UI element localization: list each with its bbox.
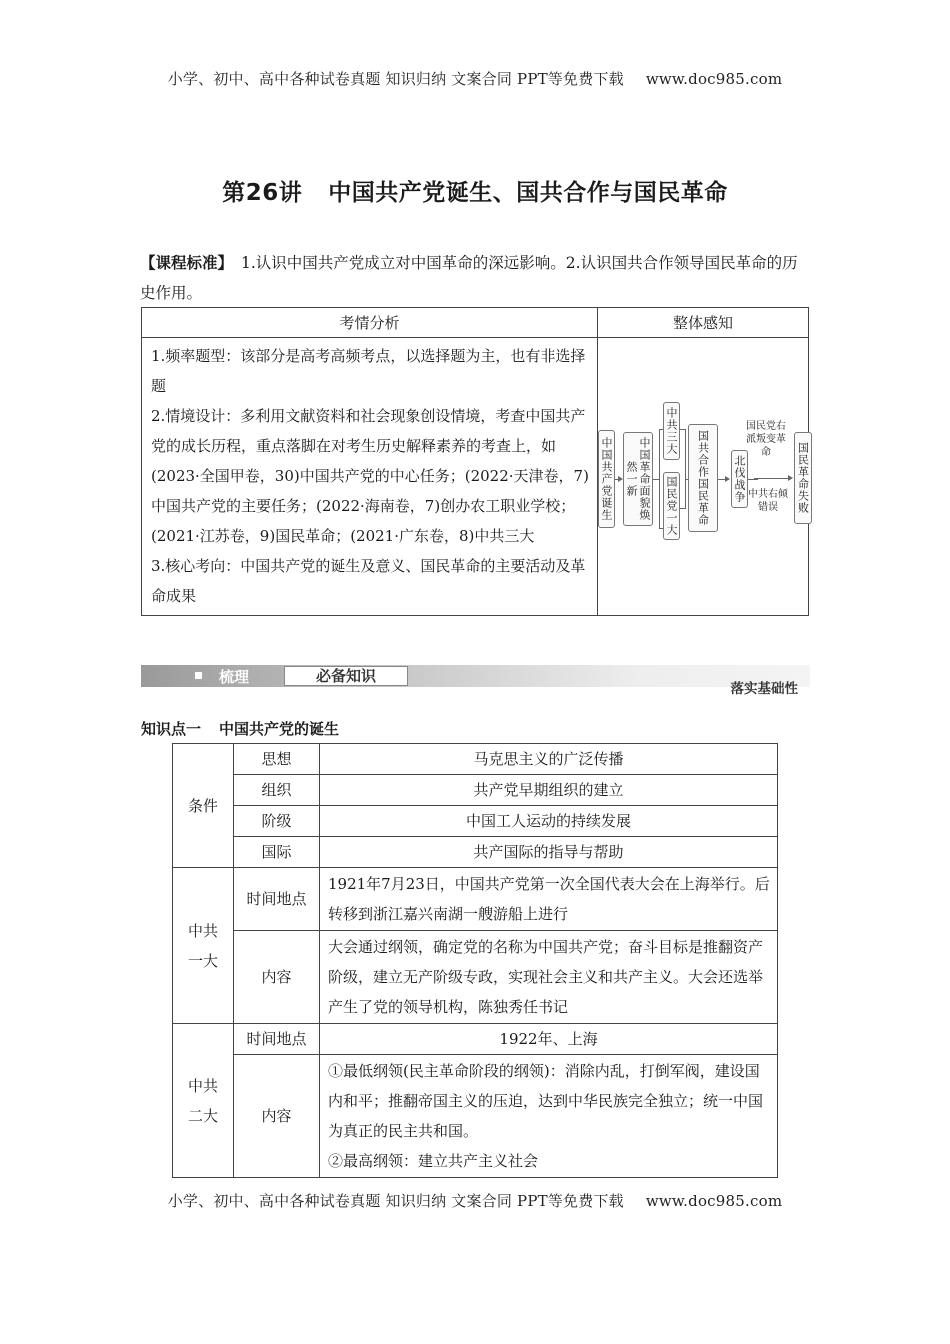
- table-row: [173, 931, 778, 1024]
- first-content-label: 内容: [234, 931, 320, 1024]
- page-footer: [0, 1190, 950, 1211]
- knowledge-table: [172, 743, 778, 1178]
- table-row: [173, 837, 778, 868]
- lecture-title: 中国共产党诞生、国共合作与国民革命: [328, 180, 728, 206]
- second-time-label: 时间地点: [234, 1024, 320, 1055]
- condition-value: 共产国际的指导与帮助: [320, 837, 778, 868]
- table-row: [173, 744, 778, 775]
- knowledge-point-label: 知识点一: [141, 720, 202, 738]
- table-row: [173, 775, 778, 806]
- overview-diagram: [598, 402, 808, 552]
- condition-key: 阶级: [234, 806, 320, 837]
- first-congress-label: 中共一大: [173, 868, 234, 1024]
- condition-value: 共产党早期组织的建立: [320, 775, 778, 806]
- bullet-square: [195, 672, 202, 679]
- perception-cell: [598, 338, 809, 616]
- table-row: [173, 806, 778, 837]
- second-content-line: ②最高纲领：建立共产主义社会: [328, 1152, 539, 1170]
- diagram-kmt1: 国民党一大: [663, 472, 680, 540]
- course-standard: [140, 248, 812, 308]
- course-standard-label: 【课程标准】: [140, 254, 234, 272]
- banner-left: 梳理: [219, 668, 250, 686]
- diagram-northern: 北伐战争: [731, 450, 748, 508]
- table-row: [173, 1055, 778, 1178]
- course-standard-text: 1.认识中国共产党成立对中国革命的深远影响。2.认识国共合作领导国民革命的历史作用。: [140, 254, 798, 302]
- diagram-ccp3: 中共三大: [663, 402, 680, 460]
- conditions-label: 条件: [173, 744, 234, 868]
- analysis-line: 1.频率题型：该部分是高考高频考点，以选择题为主，也有非选择题: [151, 347, 586, 395]
- diagram-kmt-right: 国民党右派叛变革命: [746, 420, 786, 458]
- diagram-newlook: 中国革命面貌焕然一新: [623, 432, 653, 526]
- table-row: [173, 1024, 778, 1055]
- first-time-value: 1921年7月23日，中国共产党第一次全国代表大会在上海举行。后转移到浙江嘉兴南湖一艘游船上进行: [320, 868, 778, 931]
- first-time-label: 时间地点: [234, 868, 320, 931]
- condition-key: 国际: [234, 837, 320, 868]
- page-header: [0, 68, 950, 89]
- footer-url[interactable]: www.doc985.com: [645, 1192, 783, 1210]
- banner-right: 落实基础性: [730, 681, 798, 697]
- banner-tab: 必备知识: [284, 666, 408, 686]
- analysis-line: 2.情境设计：多利用文献资料和社会现象创设情境，考查中国共产党的成长历程，重点落脚在对考生历史解释素养的考查上，如(2023·全国甲卷，30)中国共产党的中心任务；(2022·天津卷，7)中国共产党的主要任务；(2022·海南卷，7)创办农工职业学校；(2021·江苏卷，9)国民革命；(2021·广东卷，8)中共三大: [151, 407, 589, 545]
- diagram-cooperation: 国共合作国民革命: [688, 424, 718, 532]
- analysis-cell: [142, 338, 598, 616]
- diagram-failure: 国民革命失败: [794, 432, 812, 524]
- page-title: [0, 174, 950, 207]
- analysis-table: [141, 307, 809, 616]
- analysis-header: 考情分析: [142, 308, 598, 338]
- footer-text: 小学、初中、高中各种试卷真题 知识归纳 文案合同 PPT等免费下载: [167, 1192, 624, 1210]
- lecture-number: 第26讲: [222, 180, 303, 206]
- diagram-birth: 中国共产党诞生: [598, 430, 615, 528]
- knowledge-point-title: 中国共产党的诞生: [219, 720, 340, 738]
- section-banner: [141, 665, 810, 697]
- condition-key: 思想: [234, 744, 320, 775]
- first-content-value: 大会通过纲领，确定党的名称为中国共产党；奋斗目标是推翻资产阶级，建立无产阶级专政，实现社会主义和共产主义。大会还选举产生了党的领导机构，陈独秀任书记: [320, 931, 778, 1024]
- second-content-label: 内容: [234, 1055, 320, 1178]
- header-text: 小学、初中、高中各种试卷真题 知识归纳 文案合同 PPT等免费下载: [167, 70, 624, 88]
- condition-value: 马克思主义的广泛传播: [320, 744, 778, 775]
- knowledge-point-heading: [141, 718, 339, 739]
- table-row: [173, 868, 778, 931]
- perception-header: 整体感知: [598, 308, 809, 338]
- condition-key: 组织: [234, 775, 320, 806]
- diagram-ccp-error: 中共右倾错误: [748, 488, 788, 513]
- second-content-value: [320, 1055, 778, 1178]
- analysis-line: 3.核心考向：中国共产党的诞生及意义、国民革命的主要活动及革命成果: [151, 557, 586, 605]
- second-congress-label: 中共二大: [173, 1024, 234, 1178]
- second-time-value: 1922年、上海: [320, 1024, 778, 1055]
- header-url[interactable]: www.doc985.com: [645, 70, 783, 88]
- second-content-line: ①最低纲领(民主革命阶段的纲领)：消除内乱，打倒军阀，建设国内和平；推翻帝国主义的压迫，达到中华民族完全独立；统一中国为真正的民主共和国。: [328, 1062, 764, 1140]
- condition-value: 中国工人运动的持续发展: [320, 806, 778, 837]
